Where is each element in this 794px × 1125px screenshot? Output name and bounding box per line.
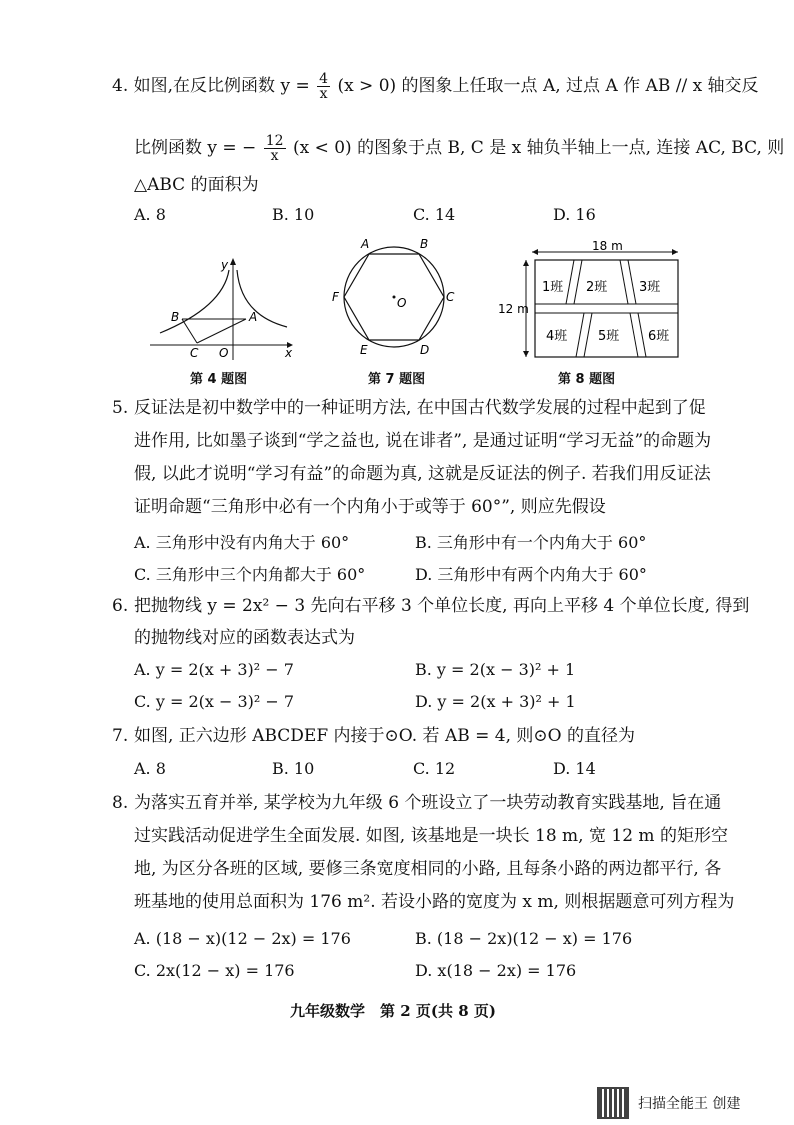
q4-option-a: A. 8 [134,205,166,224]
q6-line2: 的抛物线对应的函数表达式为 [134,628,355,648]
q8-line1: 为落实五育并举, 某学校为九年级 6 个班设立了一块劳动教育实践基地, 旨在通 [134,793,722,813]
q6-option-a: A. y = 2(x + 3)² − 7 [134,660,294,679]
q8-option-a: A. (18 − x)(12 − 2x) = 176 [134,929,351,948]
label-c: C [446,290,455,304]
figure-7-caption: 第 7 题图 [368,372,426,387]
q4-line3: △ABC 的面积为 [134,175,259,195]
q4-line2: 比例函数 y = − $\frac{12}{x}$ (x < 0) 的图象于点 B, C 是 x 轴负半轴上一点, 连接 AC, BC, 则 [134,133,785,164]
q8-line3: 地, 为区分各班的区域, 要修三条宽度相同的小路, 且每条小路的两边都平行, 各 [134,859,722,879]
page-footer: 九年级数学 第 2 页(共 8 页) [290,1002,496,1020]
q6-line1: 把抛物线 y = 2x² − 3 先向右平移 3 个单位长度, 再向上平移 4 个单位长度, 得到 [134,596,750,616]
label-b: B [420,237,429,251]
class-1: 1班 [542,280,564,295]
label-e: E [360,343,368,357]
q4-option-d: D. 16 [553,205,596,224]
figure-8 [496,240,696,362]
q8-option-d: D. x(18 − 2x) = 176 [415,961,577,980]
q7-line: 如图, 正六边形 ABCDEF 内接于⊙O. 若 AB = 4, 则⊙O 的直径为 [134,726,635,746]
class-5: 5班 [598,329,620,344]
q7-option-a: A. 8 [134,759,166,778]
class-2: 2班 [586,280,608,295]
q5-line1: 反证法是初中数学中的一种证明方法, 在中国古代数学发展的过程中起到了促 [134,398,706,418]
q6-number: 6. [112,596,129,616]
q5-line3: 假, 以此才说明“学习有益”的命题为真, 这就是反证法的例子. 若我们用反证法 [134,464,711,484]
segment-bc [182,319,197,343]
q5-option-a: A. 三角形中没有内角大于 60° [134,533,350,552]
label-o: O [219,346,229,360]
q4-line1: 4. 如图,在反比例函数 y = $\frac{4}{x}$ (x > 0) 的图象上任取一点 A, 过点 A 作 AB // x 轴交反 [112,71,759,102]
q6-option-c: C. y = 2(x − 3)² − 7 [134,692,295,711]
q4-number: 4. [112,76,129,96]
width-label: 18 m [592,240,623,253]
figure-7 [328,235,460,363]
q5-option-c: C. 三角形中三个内角都大于 60° [134,565,366,584]
y-axis-arrow [230,258,236,265]
label-c: C [190,346,199,360]
class-4: 4班 [546,329,568,344]
q8-option-c: C. 2x(12 − x) = 176 [134,961,295,980]
q4-option-c: C. 14 [413,205,456,224]
q5-line4: 证明命题“三角形中必有一个内角小于或等于 60°”, 则应先假设 [134,497,606,517]
curve-positive [237,270,287,327]
label-y: y [221,258,229,272]
segment-ac [197,319,246,343]
q7-option-b: B. 10 [272,759,315,778]
q8-line2: 过实践活动促进学生全面发展. 如图, 该基地是一块长 18 m, 宽 12 m 的矩形空 [134,826,728,846]
q5-number: 5. [112,398,129,418]
q7-option-d: D. 14 [553,759,596,778]
label-d: D [420,343,430,357]
q6-option-b: B. y = 2(x − 3)² + 1 [415,660,576,679]
q8-option-b: B. (18 − 2x)(12 − x) = 176 [415,929,633,948]
figure-4-caption: 第 4 题图 [190,372,248,387]
q6-option-d: D. y = 2(x + 3)² + 1 [415,692,576,711]
class-3: 3班 [639,280,661,295]
fraction-12-over-x: $\frac{12}{x}$ [265,133,284,164]
q5-option-d: D. 三角形中有两个内角大于 60° [415,565,647,584]
center-point [393,296,396,299]
class-6: 6班 [648,329,670,344]
figure-8-caption: 第 8 题图 [558,372,616,387]
qr-code-icon [597,1087,629,1119]
label-a: A [361,237,370,251]
q5-option-b: B. 三角形中有一个内角大于 60° [415,533,647,552]
label-b: B [171,310,180,324]
q7-option-c: C. 12 [413,759,456,778]
q5-line2: 进作用, 比如墨子谈到“学之益也, 说在诽者”, 是通过证明“学习无益”的命题为 [134,431,712,451]
fraction-4-over-x: $\frac{4}{x}$ [319,71,329,102]
figure-4 [145,255,295,365]
label-o: O [397,296,407,310]
label-x: x [285,346,293,360]
q8-line4: 班基地的使用总面积为 176 m². 若设小路的宽度为 x m, 则根据题意可列方程为 [134,892,735,912]
watermark-text: 扫描全能王 创建 [638,1096,741,1112]
height-label: 12 m [498,302,529,316]
q8-number: 8. [112,793,129,813]
label-f: F [332,290,339,304]
label-a: A [249,310,258,324]
q4-option-b: B. 10 [272,205,315,224]
q7-number: 7. [112,726,129,746]
